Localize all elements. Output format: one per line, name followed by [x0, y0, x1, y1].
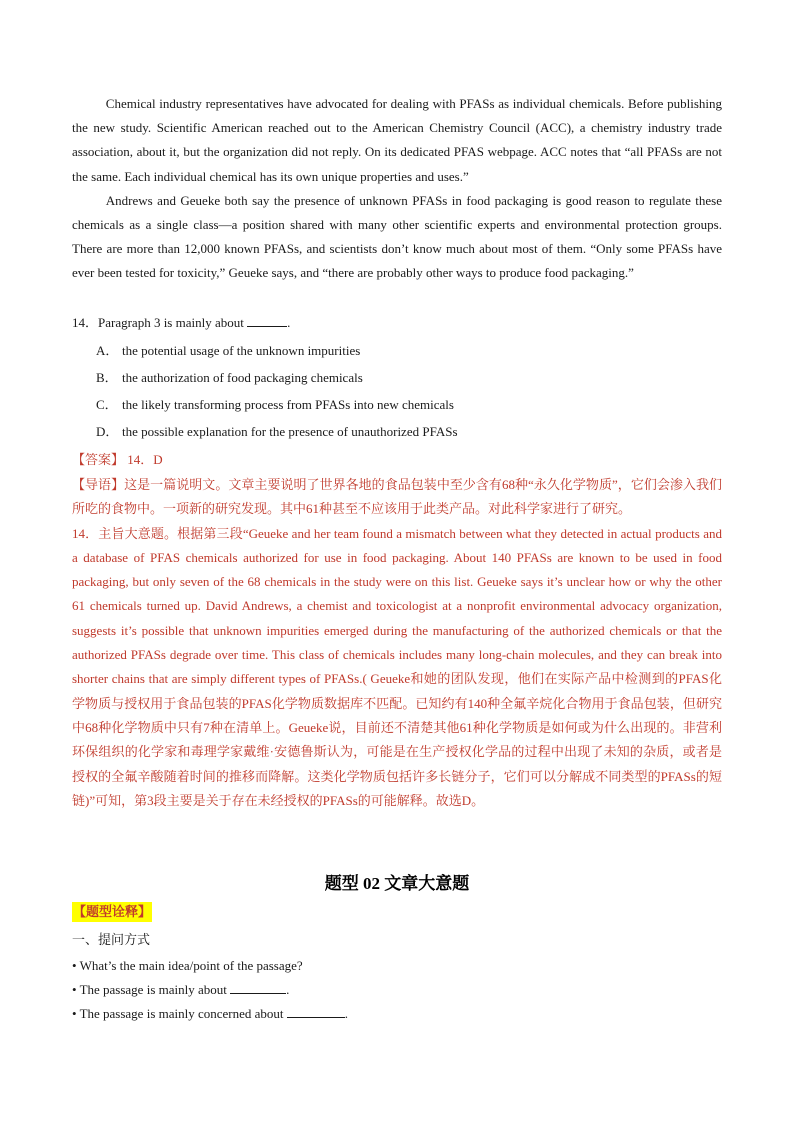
- option-b: B． the authorization of food packaging chemicals: [96, 370, 363, 385]
- section-badge: 【题型诠释】: [72, 902, 152, 922]
- guide-text: 【导语】这是一篇说明文。文章主要说明了世界各地的食品包装中至少含有68种“永久化学物质”，它们会渗入我们所吃的食物中。一项新的研究发现。其中61种甚至不应该用于此类产品。对此科学家进行了研究。: [72, 477, 722, 517]
- question-format-item: • What’s the main idea/point of the passage?: [72, 958, 303, 973]
- passage-paragraph-1: Chemical industry representatives have advocated for dealing with PFASs as individual chemicals. Before publishing the new study. Scientific American reached out to the American Chemistry Council (ACC), a chemistry industry trade association, about it, but the organization did not reply. On its dedicated PFAS webpage. ACC notes that “all PFASs are not the same. Each individual chemical has its own unique properties and uses.”: [72, 96, 722, 184]
- analysis-text: 14．主旨大意题。根据第三段“Geueke and her team found a mismatch between what they detected in actual products and a database of PFAS chemicals authorized for use in food packaging. About 140 PFASs are known to be used in food packaging, but only seven of the 68 chemicals in the study were on this list. Geueke says it’s unclear how or why the other 61 chemicals turned up. David Andrews, a chemist and toxicologist at a nonprofit environmental advocacy organization, suggests it’s possible that unknown impurities emerged during the manufacturing of the authorized chemicals or that the authorized PFASs degrade over time. This class of chemicals includes many long-chain molecules, and they can break into shorter chains that are simply different types of PFASs.( Geueke和她的团队发现，他们在实际产品中检测到的PFAS化学物质与授权用于食品包装的PFAS化学物质数据库不匹配。已知约有140种全氟辛烷化合物用于食品包装，但研究中68种化学物质中只有7种在清单上。Geueke说，目前还不清楚其他61种化学物质是如何或为什么出现的。非营利环保组织的化学家和毒理学家戴维·安德鲁斯认为，可能是在生产授权化学品的过程中出现了未知的杂质，或者是授权的全氟辛酸随着时间的推移而降解。这类化学物质包括许多长链分子，它们可以分解成不同类型的PFASs的短链)”可知，第3段主要是关于存在未经授权的PFASs的可能解释。故选D。: [72, 525, 722, 808]
- question-options: [72, 337, 722, 445]
- guide-tag: 【导语】: [72, 477, 125, 492]
- answer-blank: [247, 312, 287, 327]
- question-format-item: • The passage is mainly about .: [72, 978, 722, 1002]
- option-a: A． the potential usage of the unknown impurities: [96, 343, 361, 358]
- passage-body: [72, 92, 722, 286]
- question-14: [72, 311, 722, 445]
- passage-paragraph-2: Andrews and Geueke both say the presence of unknown PFASs in food packaging is good reason to regulate these chemicals as a single class—a position shared with many other scientific experts and environmental protection groups. There are more than 12,000 known PFASs, and scientists don’t know much about most of them. “Only some PFASs have ever been tested for toxicity,” Geueke says, and “there are probably other ways to produce food packaging.”: [72, 192, 722, 281]
- question-stem: 14．Paragraph 3 is mainly about .: [72, 311, 722, 335]
- option-c: C． the likely transforming process from PFASs into new chemicals: [96, 397, 454, 412]
- section-title: 题型 02 文章大意题: [324, 874, 470, 893]
- answer-blank: [287, 1003, 345, 1018]
- answer-line: [72, 447, 722, 473]
- section-subhead: 一、提问方式: [72, 932, 151, 947]
- option-d: D． the possible explanation for the presence of unauthorized PFASs: [96, 424, 458, 439]
- section-body: [72, 902, 722, 1026]
- question-format-item: • The passage is mainly concerned about .: [72, 1002, 722, 1026]
- question-format-list: [72, 954, 722, 1026]
- answer-value: 14．D: [127, 452, 163, 467]
- answer-tag: 【答案】: [72, 452, 125, 467]
- answer-blank: [230, 979, 286, 994]
- answer-section: [72, 447, 722, 813]
